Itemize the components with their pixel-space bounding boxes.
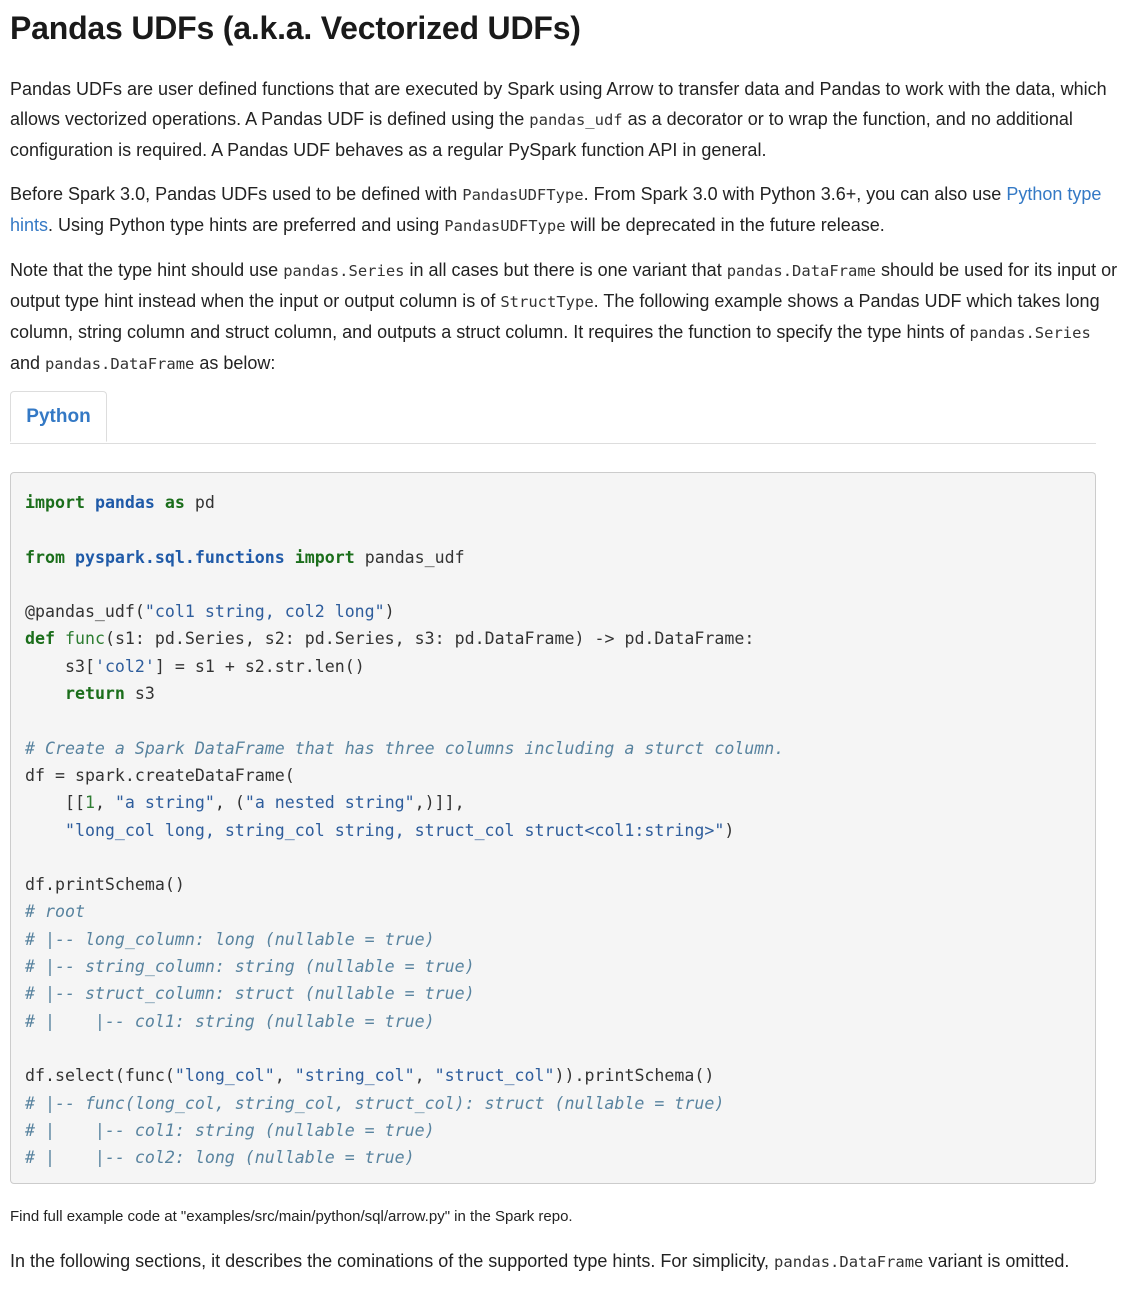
identifier: pandas_udf — [364, 547, 465, 567]
code-comment: # | |-- col2: long (nullable = true) — [25, 1148, 415, 1168]
inline-code: pandas.DataFrame — [45, 355, 195, 373]
text: variant is omitted. — [923, 1251, 1070, 1271]
code-text: )).printSchema() — [554, 1066, 715, 1086]
string-literal: "struct_col" — [434, 1066, 555, 1086]
function-name: func — [64, 629, 105, 649]
punct: , — [274, 1066, 295, 1086]
keyword: return — [64, 684, 125, 704]
language-tabs — [10, 391, 1096, 444]
keyword: import — [294, 547, 355, 567]
code-text: ] = s1 + s2.str.len() — [154, 656, 365, 676]
text: Before Spark 3.0, Pandas UDFs used to be defined with — [10, 184, 463, 204]
punct: [[ — [64, 793, 85, 813]
inline-code: pandas.DataFrame — [726, 262, 877, 280]
text: In the following sections, it describes the cominations of the supported type hints. For simplicity, — [10, 1251, 775, 1271]
text: as a decorator or to wrap the function, and no additional configuration is required. A Pandas UDF behaves as a regular PySpark function API in general. — [10, 109, 1073, 160]
string-literal: "long_col" — [174, 1066, 275, 1086]
code-text: df.select(func( — [25, 1066, 175, 1086]
keyword: def — [25, 629, 55, 649]
inline-code: StructType — [500, 293, 594, 311]
inline-code: pandas.Series — [969, 324, 1091, 342]
text: in all cases but there is one variant that — [404, 260, 727, 280]
text: . Using Python type hints are preferred and using — [48, 215, 445, 235]
code-text: df.printSchema() — [25, 875, 185, 895]
text: Note that the type hint should use — [10, 260, 284, 280]
example-source-note: Find full example code at "examples/src/main/python/sql/arrow.py" in the Spark repo. — [10, 1208, 573, 1225]
string-literal: "a string" — [114, 793, 215, 813]
inline-code: PandasUDFType — [462, 186, 584, 204]
following-sections-paragraph — [10, 1246, 1122, 1277]
identifier: s3 — [134, 684, 155, 704]
string-literal: "string_col" — [294, 1066, 415, 1086]
inline-code: PandasUDFType — [444, 217, 566, 235]
string-literal: "long_col long, string_col string, struct_col struct<col1:string>" — [64, 820, 725, 840]
inline-code: pandas.Series — [283, 262, 405, 280]
type-hints-paragraph — [10, 179, 1122, 241]
text: . The following example shows a Pandas UDF which takes long column, string column and struct column, and outputs a struct column. It requires the function to specify the type hints of — [10, 291, 1100, 342]
intro-paragraph — [10, 74, 1122, 165]
code-comment: # | |-- col1: string (nullable = true) — [25, 1120, 435, 1140]
module-name: pyspark.sql.functions — [74, 547, 285, 567]
identifier: pd — [194, 493, 215, 512]
inline-code: pandas_udf — [529, 111, 623, 129]
python-code — [25, 489, 1095, 1171]
text: as below: — [194, 353, 276, 373]
keyword: import — [25, 493, 85, 512]
signature: (s1: pd.Series, s2: pd.Series, s3: pd.DataFrame) -> pd.DataFrame: — [104, 629, 755, 649]
punct: ,)]], — [414, 793, 465, 813]
code-comment: # Create a Spark DataFrame that has three columns including a sturct column. — [25, 738, 785, 758]
string-literal: 'col2' — [94, 656, 155, 676]
struct-type-paragraph — [10, 255, 1122, 379]
python-type-hints-link[interactable]: Python type hints — [10, 184, 1102, 235]
string-literal: "col1 string, col2 long" — [144, 602, 385, 622]
text: and — [10, 353, 46, 373]
tab-python[interactable]: Python — [10, 391, 107, 442]
code-comment: # | |-- col1: string (nullable = true) — [25, 1011, 435, 1031]
module-name: pandas — [94, 493, 155, 512]
code-comment: # |-- string_column: string (nullable = true) — [25, 957, 475, 977]
code-text: s3[ — [64, 656, 95, 676]
code-block — [10, 472, 1096, 1184]
code-comment: # |-- struct_column: struct (nullable = true) — [25, 984, 475, 1004]
text: Pandas UDFs are user defined functions that are executed by Spark using Arrow to transfer data and Pandas to work with the data, which allows vectorized operations. A Pandas UDF is defined using the — [10, 79, 1107, 129]
punct: ) — [724, 820, 735, 840]
punct: ) — [384, 602, 395, 622]
text: . From Spark 3.0 with Python 3.6+, you can also use — [583, 184, 1007, 204]
punct: , — [414, 1066, 435, 1086]
code-comment: # root — [25, 902, 85, 922]
keyword: as — [164, 493, 185, 512]
code-comment: # |-- long_column: long (nullable = true) — [25, 929, 435, 949]
number-literal: 1 — [84, 793, 95, 813]
inline-code: pandas.DataFrame — [774, 1253, 924, 1271]
page-title: Pandas UDFs (a.k.a. Vectorized UDFs) — [10, 10, 581, 46]
text: should be used for its input or output type hint instead when the input or output column is of — [10, 260, 1118, 311]
string-literal: "a nested string" — [244, 793, 415, 813]
text: will be deprecated in the future release. — [565, 215, 885, 235]
code-text: df = spark.createDataFrame( — [25, 765, 295, 785]
punct: , ( — [214, 793, 245, 813]
decorator: @pandas_udf( — [25, 602, 145, 622]
code-comment: # |-- func(long_col, string_col, struct_col): struct (nullable = true) — [25, 1093, 725, 1113]
punct: , — [94, 793, 115, 813]
keyword: from — [25, 547, 65, 567]
